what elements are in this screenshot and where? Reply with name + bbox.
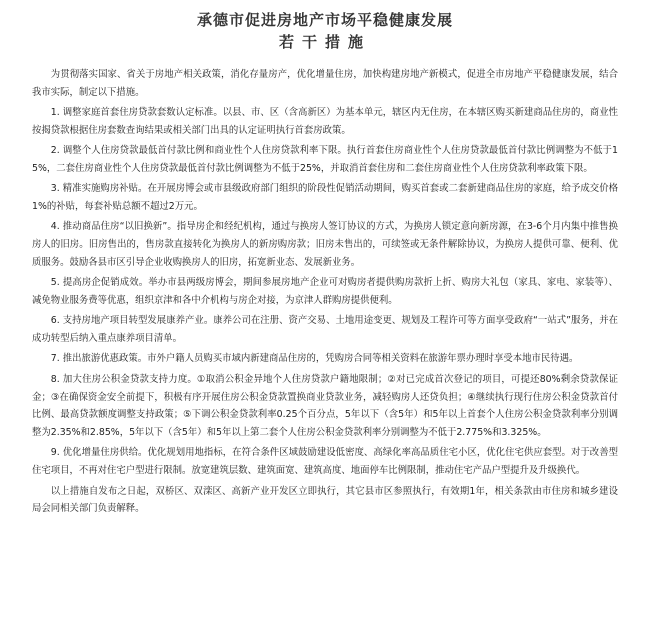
- document-subtitle: 若干措施: [278, 33, 371, 51]
- measure-4-paragraph: 4. 推动商品住房“以旧换新”。指导房企和经纪机构，通过与换房人签订协议的方式，为换房人锁定意向新房源，在3-6个月内集中推售换房人的旧房。旧房售出的，售房款直接转化为换房人的新房购房款；旧房未售出的，可续签或无条件解除协议，为换房人提供可靠、便利、优质服务。鼓励各县市区引导企业收购换房人的旧房，拓宽新业态、发展新业务。: [32, 221, 618, 268]
- measure-3-paragraph: 3. 精准实施购房补贴。在开展房博会或市县级政府部门组织的阶段性促销活动期间，购买首套或二套新建商品住房的家庭，给予成交价格1%的补贴，每套补贴总额不超过2万元。: [32, 183, 618, 213]
- measure-2-paragraph: 2. 调整个人住房贷款最低首付款比例和商业性个人住房贷款利率下限。执行首套住房商业性个人住房贷款最低首付款比例调整为不低于15%，二套住房商业性个人住房贷款最低首付款比例调整为不低于25%，并取消首套住房和二套住房商业性个人住房贷款利率政策下限。: [32, 145, 618, 174]
- intro-paragraph: 为贯彻落实国家、省关于房地产相关政策，消化存量房产，优化增量住房，加快构建房地产新模式，促进全市房地产平稳健康发展，结合我市实际，制定以下措施。: [32, 69, 618, 98]
- closing-paragraph: 以上措施自发布之日起，双桥区、双滦区、高新产业开发区立即执行，其它县市区参照执行，有效期1年，相关条款由市住房和城乡建设局会同相关部门负责解释。: [32, 485, 618, 515]
- measure-7-paragraph: 7. 推出旅游优惠政策。市外户籍人员购买市域内新建商品住房的，凭购房合同等相关资料在旅游年票办理时享受本地市民待遇。: [50, 353, 579, 365]
- measure-6-paragraph: 6. 支持房地产项目转型发展康养产业。康养公司在注册、资产交易、土地用途变更、规划及工程许可等方面享受政府“一站式”服务，并在成功转型后纳入重点康养项目清单。: [32, 315, 618, 345]
- document-title: 承德市促进房地产市场平稳健康发展: [196, 11, 453, 29]
- measure-8-paragraph: 8. 加大住房公积金贷款支持力度。①取消公积金异地个人住房贷款户籍地限制；②对已完成首次登记的项目，可提还80%剩余贷款保证金；③在确保资金安全前提下，积极有序开展住房公积金贷款置换商业贷款业务，减轻购房人还贷负担；④继续执行现行住房公积金贷款首付比例、最高贷款额度调整支持政策；⑤下调公积金贷款利率0.25个百分点，5年以下（含5年）和5年以上首套个人住房公积金贷款利率分别调整为2.35%和2.85%，5年以下（含5年）和5年以上第二套个人住房公积金贷款利率分别调整为不低于2.775%和3.325%。: [32, 373, 618, 439]
- measure-1-paragraph: 1. 调整家庭首套住房贷款套数认定标准。以县、市、区（含高新区）为基本单元，辖区内无住房，在本辖区购买新建商品住房的，商业性按揭贷款根据住房套数查询结果或相关部门出具的认定证明执行首套房政策。: [32, 107, 618, 136]
- document-body: [32, 66, 618, 518]
- measure-9-paragraph: 9. 优化增量住房供给。优化规划用地指标，在符合条件区域鼓励建设低密度、高绿化率高品质住宅小区，优化住宅供应套型。对于改善型住宅项目，不再对住宅户型进行限制。放宽建筑层数、建筑面宽、建筑高度、地面停车比例限制，推动住宅产品户型提升及升级换代。: [32, 447, 618, 477]
- measure-5-paragraph: 5. 提高房企促销成效。举办市县两级房博会，期间参展房地产企业可对购房者提供购房款折上折、购房大礼包（家具、家电、家装等）、减免物业服务费等优惠，组织京津和各中介机构与房企对接，为京津人群购房提供便利。: [32, 277, 618, 307]
